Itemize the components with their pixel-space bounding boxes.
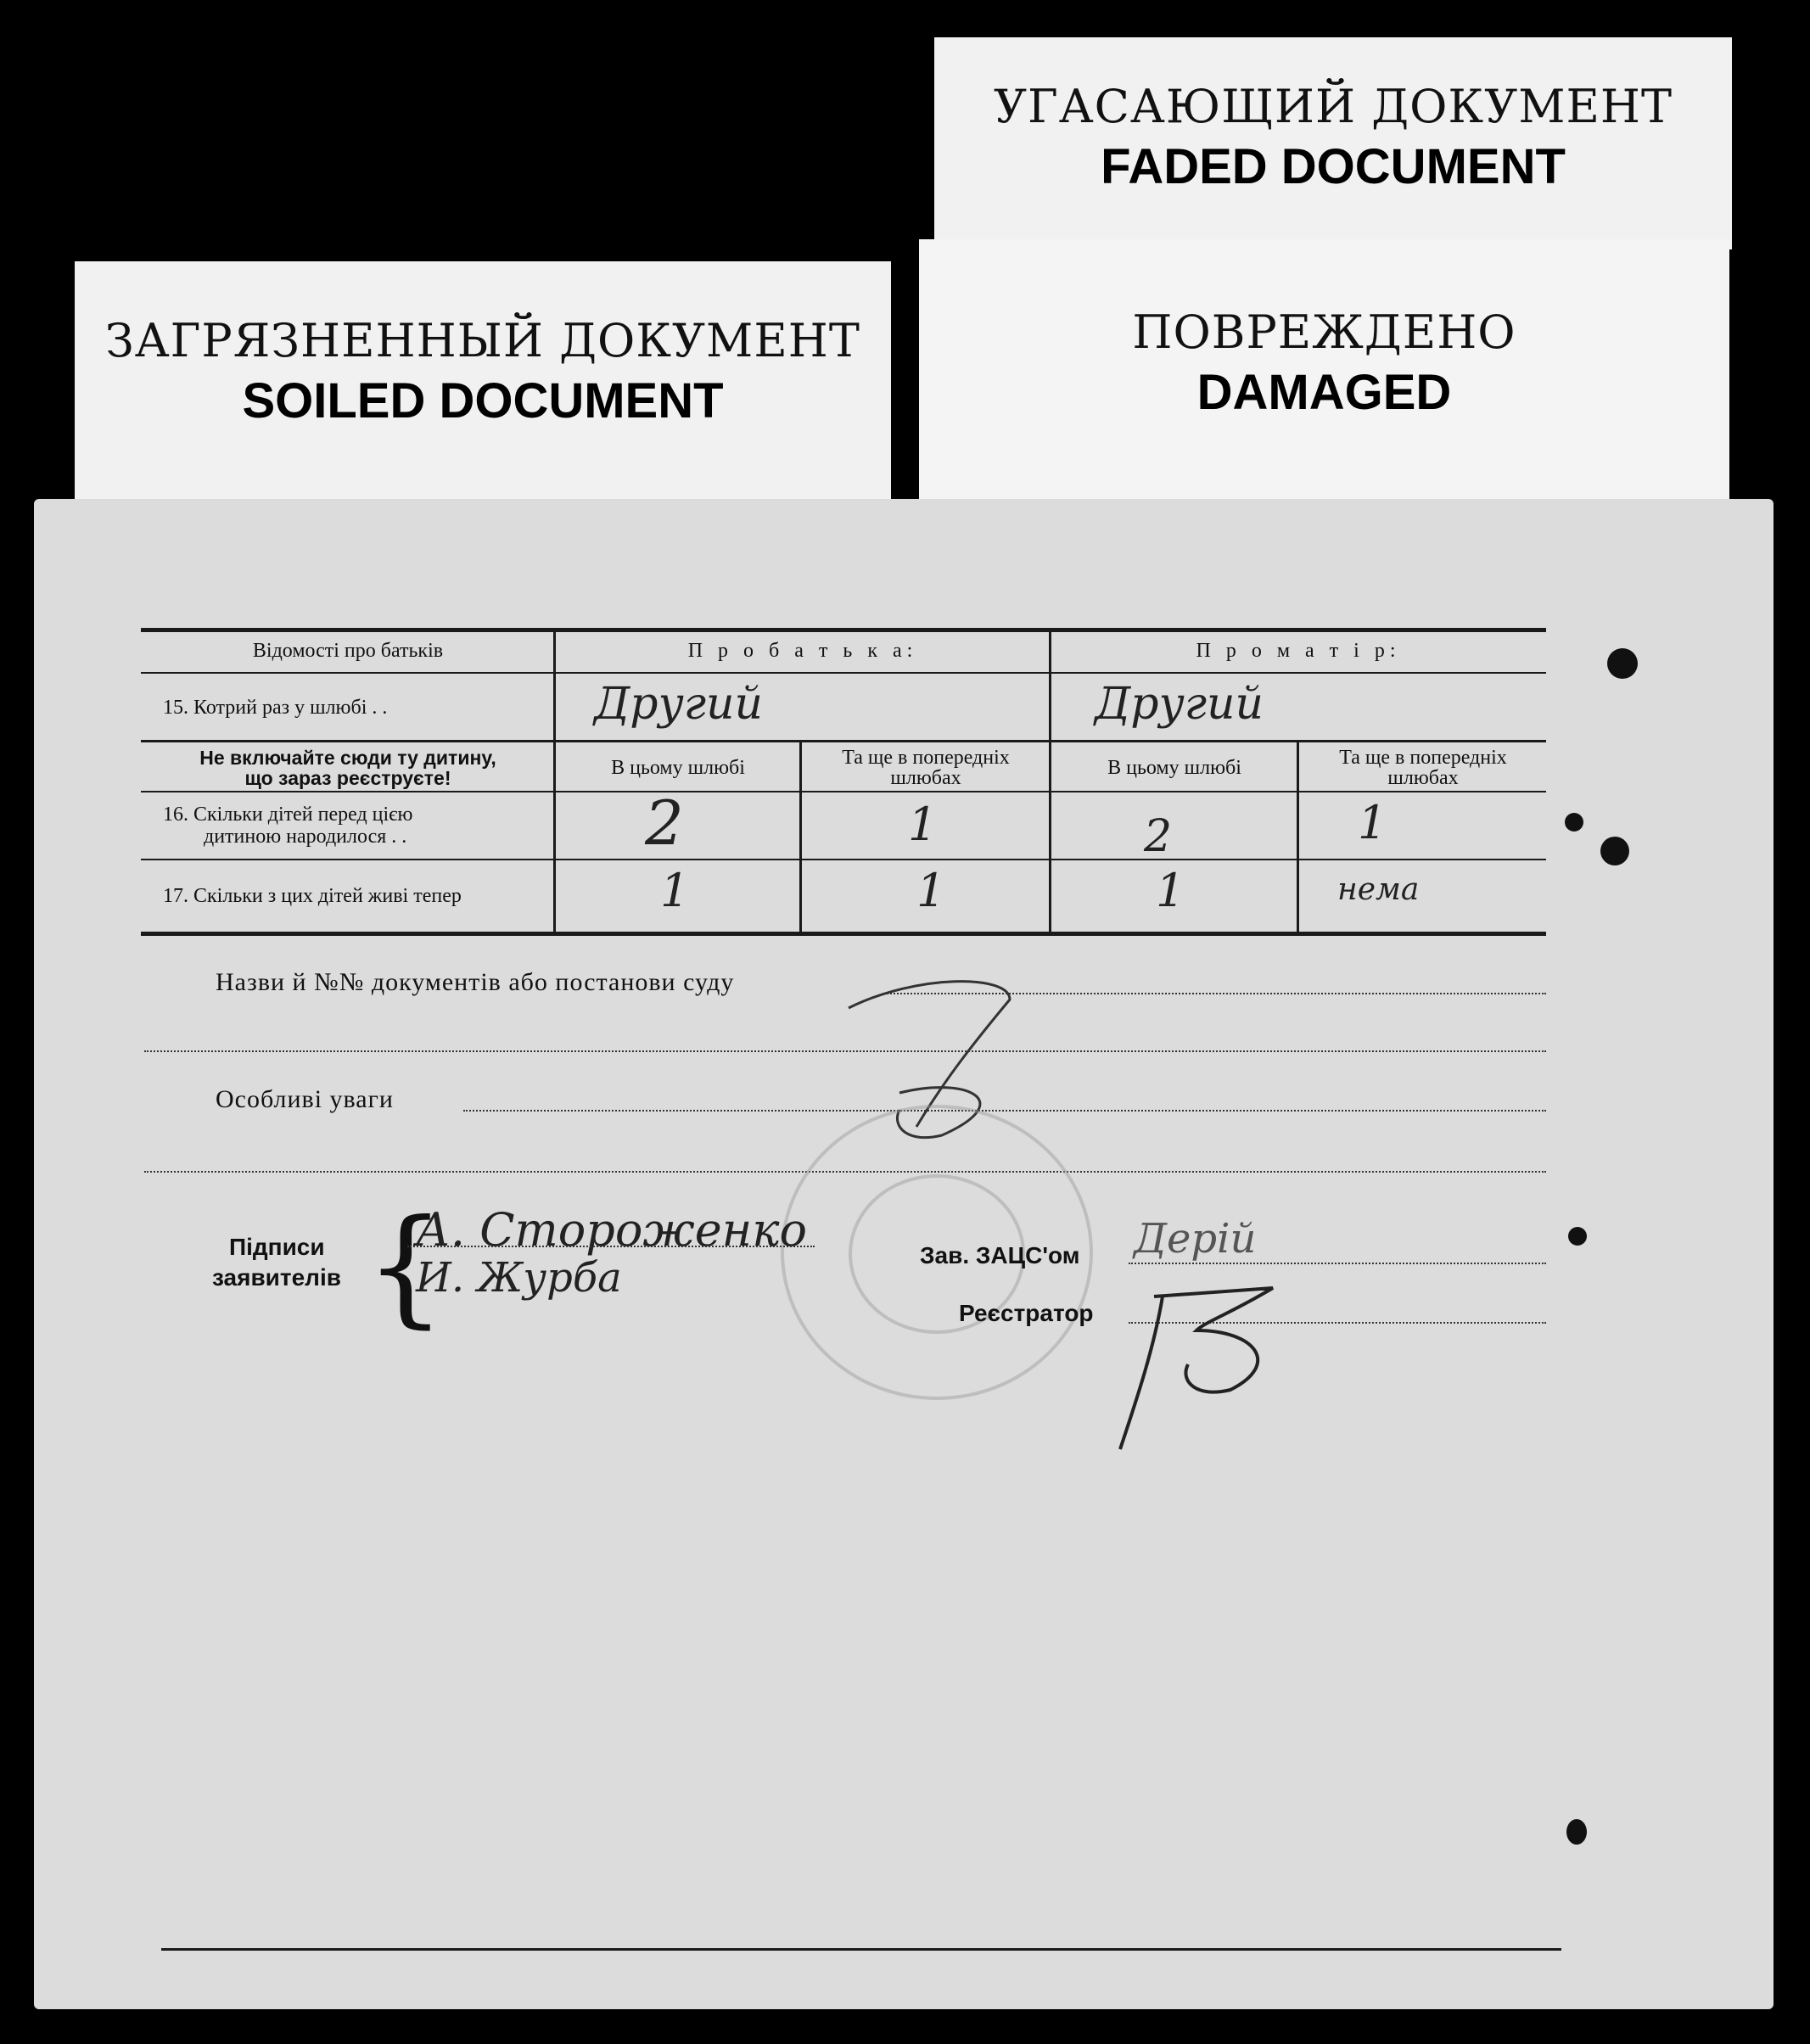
- subhead-father-prev-line2: шлюбах: [890, 767, 961, 789]
- row17-value-1: 1: [660, 864, 690, 917]
- remarks-label: Особливі уваги: [216, 1085, 394, 1113]
- soiled-document-card: [75, 261, 891, 507]
- faded-ru-text: УГАСАЮЩИЙ ДОКУМЕНТ: [993, 80, 1673, 133]
- signatures-label-line1: Підписи: [229, 1234, 325, 1260]
- faded-document-card: [934, 37, 1732, 249]
- subhead-mother-this: В цьому шлюбі: [1107, 757, 1241, 779]
- row17-value-4: нема: [1337, 872, 1420, 907]
- bottom-rule: [161, 1948, 1561, 1951]
- documents-label: Назви й №№ документів або постанови суду: [216, 968, 735, 996]
- row17-value-3: 1: [1156, 864, 1185, 917]
- damaged-en-text: DAMAGED: [1196, 365, 1452, 420]
- row15-bottom-rule: [141, 740, 1546, 742]
- row16-value-2: 1: [908, 798, 938, 851]
- signature-1: А. Стороженко: [416, 1203, 808, 1257]
- subhead-father-prev-line1: Та ще в попередніх: [842, 747, 1010, 769]
- damaged-document-card: [919, 239, 1729, 502]
- subhead-mother-prev-line2: шлюбах: [1387, 767, 1459, 789]
- header-mother: П р о м а т і р:: [1196, 640, 1401, 662]
- row16-value-1: 2: [645, 787, 684, 859]
- table-top-rule: [141, 628, 1546, 632]
- subhead-label-line2: що зараз реєструєте!: [244, 767, 451, 789]
- punch-hole-1: [1607, 648, 1638, 679]
- table-vline-1: [553, 630, 556, 934]
- punch-hole-2: [1565, 813, 1583, 832]
- header-bottom-rule: [141, 672, 1546, 674]
- head-signature: Дерій: [1134, 1215, 1257, 1263]
- row16-label-line1: 16. Скільки дітей перед цією: [163, 804, 413, 826]
- signatures-brace: {: [365, 1193, 446, 1341]
- subhead-label-line1: Не включайте сюди ту дитину,: [199, 747, 496, 769]
- faded-en-text: FADED DOCUMENT: [1101, 139, 1566, 194]
- row15-father-value: Другий: [594, 679, 763, 730]
- table-bottom-rule: [141, 932, 1546, 936]
- punch-hole-3: [1600, 837, 1629, 865]
- damaged-ru-text: ПОВРЕЖДЕНО: [1132, 305, 1516, 359]
- signatures-label-line2: заявителів: [212, 1264, 341, 1291]
- head-label: Зав. ЗАЦС'ом: [920, 1242, 1080, 1268]
- row15-mother-value: Другий: [1095, 679, 1264, 730]
- row16-bottom-rule: [141, 859, 1546, 860]
- soiled-en-text: SOILED DOCUMENT: [242, 373, 724, 428]
- soiled-ru-text: ЗАГРЯЗНЕННЫЙ ДОКУМЕНТ: [105, 314, 860, 367]
- subhead-mother-prev-line1: Та ще в попередніх: [1339, 747, 1507, 769]
- row17-label: 17. Скільки з цих дітей живі тепер: [163, 885, 462, 907]
- signature-2: И. Журба: [416, 1254, 622, 1302]
- row16-value-4: 1: [1358, 796, 1387, 849]
- subhead-bottom-rule: [141, 791, 1546, 792]
- row16-label-line2: дитиною народилося . .: [204, 826, 407, 848]
- table-vline-4: [1297, 742, 1299, 934]
- row16-value-3: 2: [1144, 811, 1173, 862]
- registrar-label: Реєстратор: [959, 1300, 1094, 1326]
- registrar-signature-mark: [1103, 1280, 1307, 1466]
- row15-label: 15. Котрий раз у шлюбі . .: [163, 697, 388, 719]
- document-sheet: [34, 499, 1774, 2009]
- header-col1: Відомості про батьків: [252, 640, 444, 662]
- row17-value-2: 1: [916, 864, 946, 917]
- subhead-father-this: В цьому шлюбі: [611, 757, 745, 779]
- punch-hole-5: [1566, 1819, 1587, 1845]
- header-father: П р о б а т ь к а:: [687, 640, 918, 662]
- head-dotted-line: [1129, 1263, 1546, 1264]
- punch-hole-4: [1568, 1227, 1587, 1246]
- signature-1-dotted-line: [407, 1246, 815, 1247]
- table-vline-3: [799, 742, 802, 934]
- table-vline-2: [1049, 630, 1051, 934]
